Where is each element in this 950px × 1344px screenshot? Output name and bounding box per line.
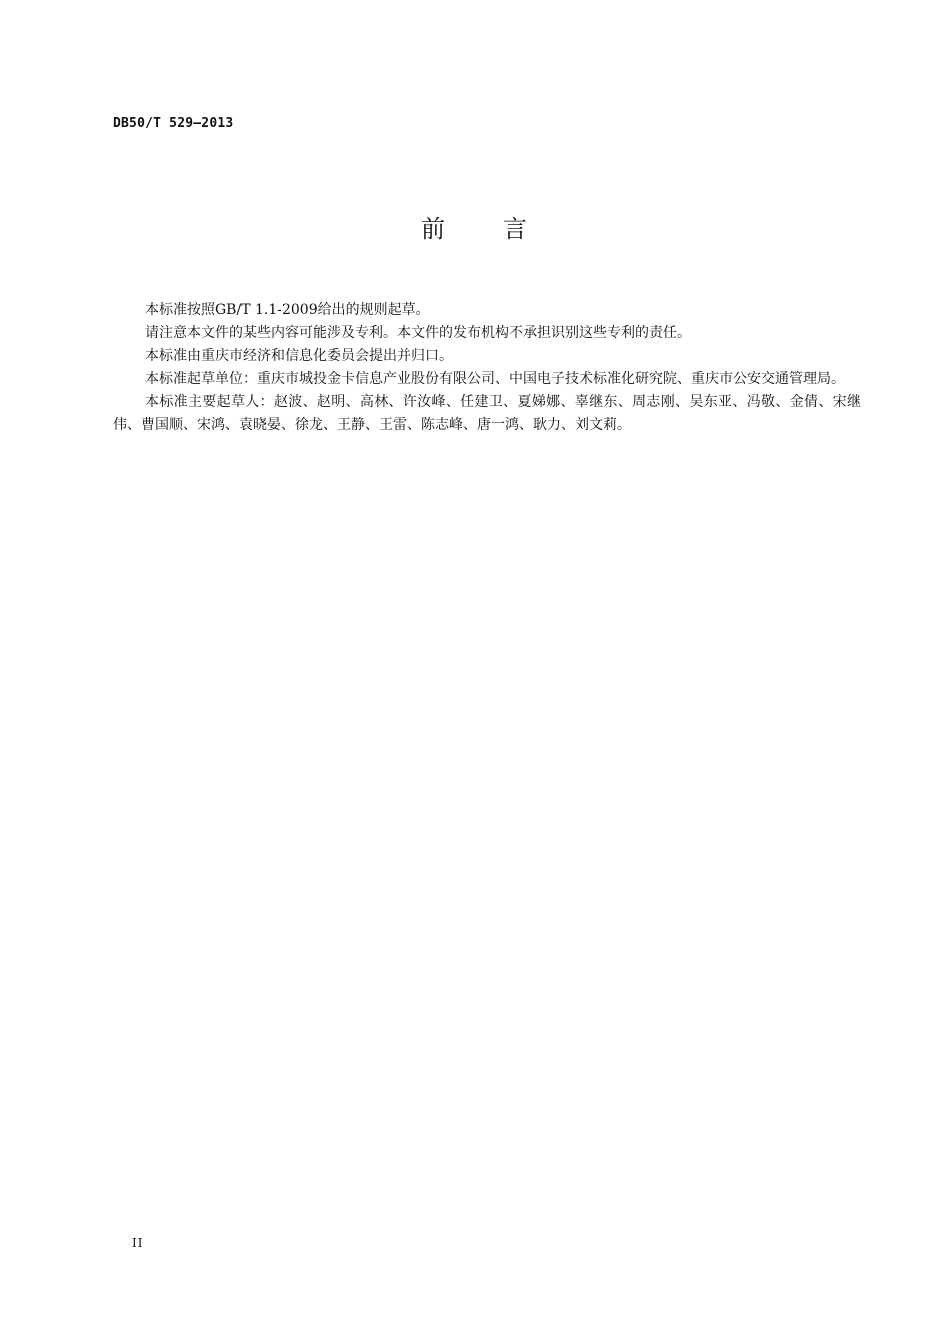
paragraph-proposer: 本标准由重庆市经济和信息化委员会提出并归口。: [145, 348, 453, 364]
paragraph-drafters: 本标准主要起草人：赵波、赵明、高林、许汝峰、任建卫、夏娣娜、辜继东、周志刚、吴东亚、冯敬、金倩、宋继伟、曹国顺、宋鸿、袁晓晏、徐龙、王静、王雷、陈志峰、唐一鸿、耿力、刘文莉。: [113, 394, 861, 433]
paragraph-patent-notice: 请注意本文件的某些内容可能涉及专利。本文件的发布机构不承担识别这些专利的责任。: [145, 325, 691, 341]
page-title: [0, 213, 950, 245]
paragraph-drafting-rules: 本标准按照GB/T 1.1-2009给出的规则起草。: [145, 302, 430, 318]
title-char-1: 前: [421, 215, 447, 243]
paragraph-drafting-units: 本标准起草单位：重庆市城投金卡信息产业股份有限公司、中国电子技术标准化研究院、重庆市公安交通管理局。: [145, 371, 845, 387]
page-number: II: [132, 1236, 144, 1250]
foreword-body: [113, 299, 861, 437]
title-char-2: 言: [503, 215, 529, 243]
document-code: DB50/T 529—2013: [113, 116, 234, 131]
